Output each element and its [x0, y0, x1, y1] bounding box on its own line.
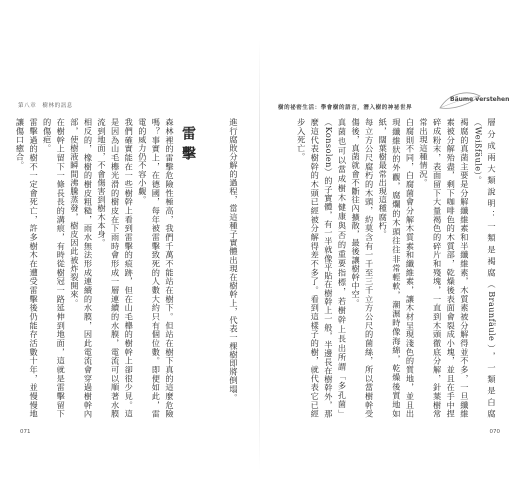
book-original-title: Bäume verstehen [450, 96, 510, 103]
section-title: 雷擊 [180, 126, 196, 166]
paragraph: 每立方公尺腐朽的木頭，約莫含有一千至三千立方公尺的菌絲，所以當樹幹受傷後，真菌就會不斷往內擴散，最後讓樹幹中空。 [351, 118, 375, 418]
paragraph: 層分成兩大類說明：一類是褐腐（Braunfäule），一類是白腐（Weißfäule）。 [473, 118, 497, 418]
right-running-head: 樹的祕密生活：學會樹的語言，潛入樹的神祕世界 [278, 105, 413, 111]
paragraph: 我們確實能在一些樹幹上看到雷擊的痕跡，但在山毛櫸的樹幹上卻很少見。這是因為山毛櫸光滑的樹皮在下雨時會形成一層連續的水膜，電流可以順著水膜流到地面，不會傷害到樹木本身。 [97, 118, 135, 418]
page-number-right: 070 [489, 429, 500, 435]
page-number-left: 071 [20, 429, 31, 435]
paragraph: 褐腐的真菌主要是分解纖維素和半纖維素，木質素被分解得並不多，一旦纖維素被分解殆盡，剩下咖啡色的木質部，乾燥後表面會裂成小塊，並且在手中捏碎成粉末，表面留下大量褐色的碎片和殘塊，一直到木頭徹底分解，針葉樹常常出現這種情況。 [419, 118, 470, 418]
paragraph: 雷擊過的樹不一定會死亡，許多樹木在遭受雷擊後仍能存活數十年，並慢慢地讓傷口癒合。 [15, 118, 40, 418]
paragraph: 相反的，橡樹的樹皮粗糙，雨水無法形成連續的水膜，因此電流會穿過樹幹內部，使樹液瞬間沸騰蒸發，樹皮因此被炸裂開來。 [69, 118, 94, 418]
paragraph: 真菌也可以當成樹木健康與否的重要指標，若樹幹上長出所謂「多孔菌」（Konsolen）的子實體，有一半就像平貼在樹幹上一般，半邊長在樹幹外，那麼這代表樹幹的木頭已經被分解得差不多了。看到這樣子的樹，就代表它已經步入死亡。 [296, 118, 348, 418]
right-page [260, 0, 520, 500]
paragraph: 森林裡的雷擊危險性極高，我們千萬不能站在樹下。但站在樹下真的這麼危險嗎？事實上，在德國，每年被雷擊致死的人數大約只有個位數。即便如此，雷電的威力仍不容小覷。 [137, 118, 175, 418]
left-page-continued-text [200, 118, 240, 418]
paragraph: 在樹幹上留下一條長長的溝痕，有時從樹冠一路延伸到地面，這就是雷擊留下的傷疤。 [42, 118, 67, 418]
right-page-body [293, 118, 498, 418]
left-running-head: 第八章 樹林的訊息 [18, 103, 73, 109]
left-page-body [16, 118, 176, 418]
paragraph: 進行腐敗分解的過程，當這種子實體出現在樹幹上，代表一棵樹即將倒塌。 [229, 118, 239, 402]
paragraph: 白腐則不同，白腐菌會分解木質素和纖維素，讓木材呈現淺色的質地，並且出現纖維狀的外觀，腐爛的木頭往往非常輕軟，潮濕時像海綿，乾燥後質地如紙，闊葉樹最常出現這種腐朽。 [378, 118, 416, 418]
